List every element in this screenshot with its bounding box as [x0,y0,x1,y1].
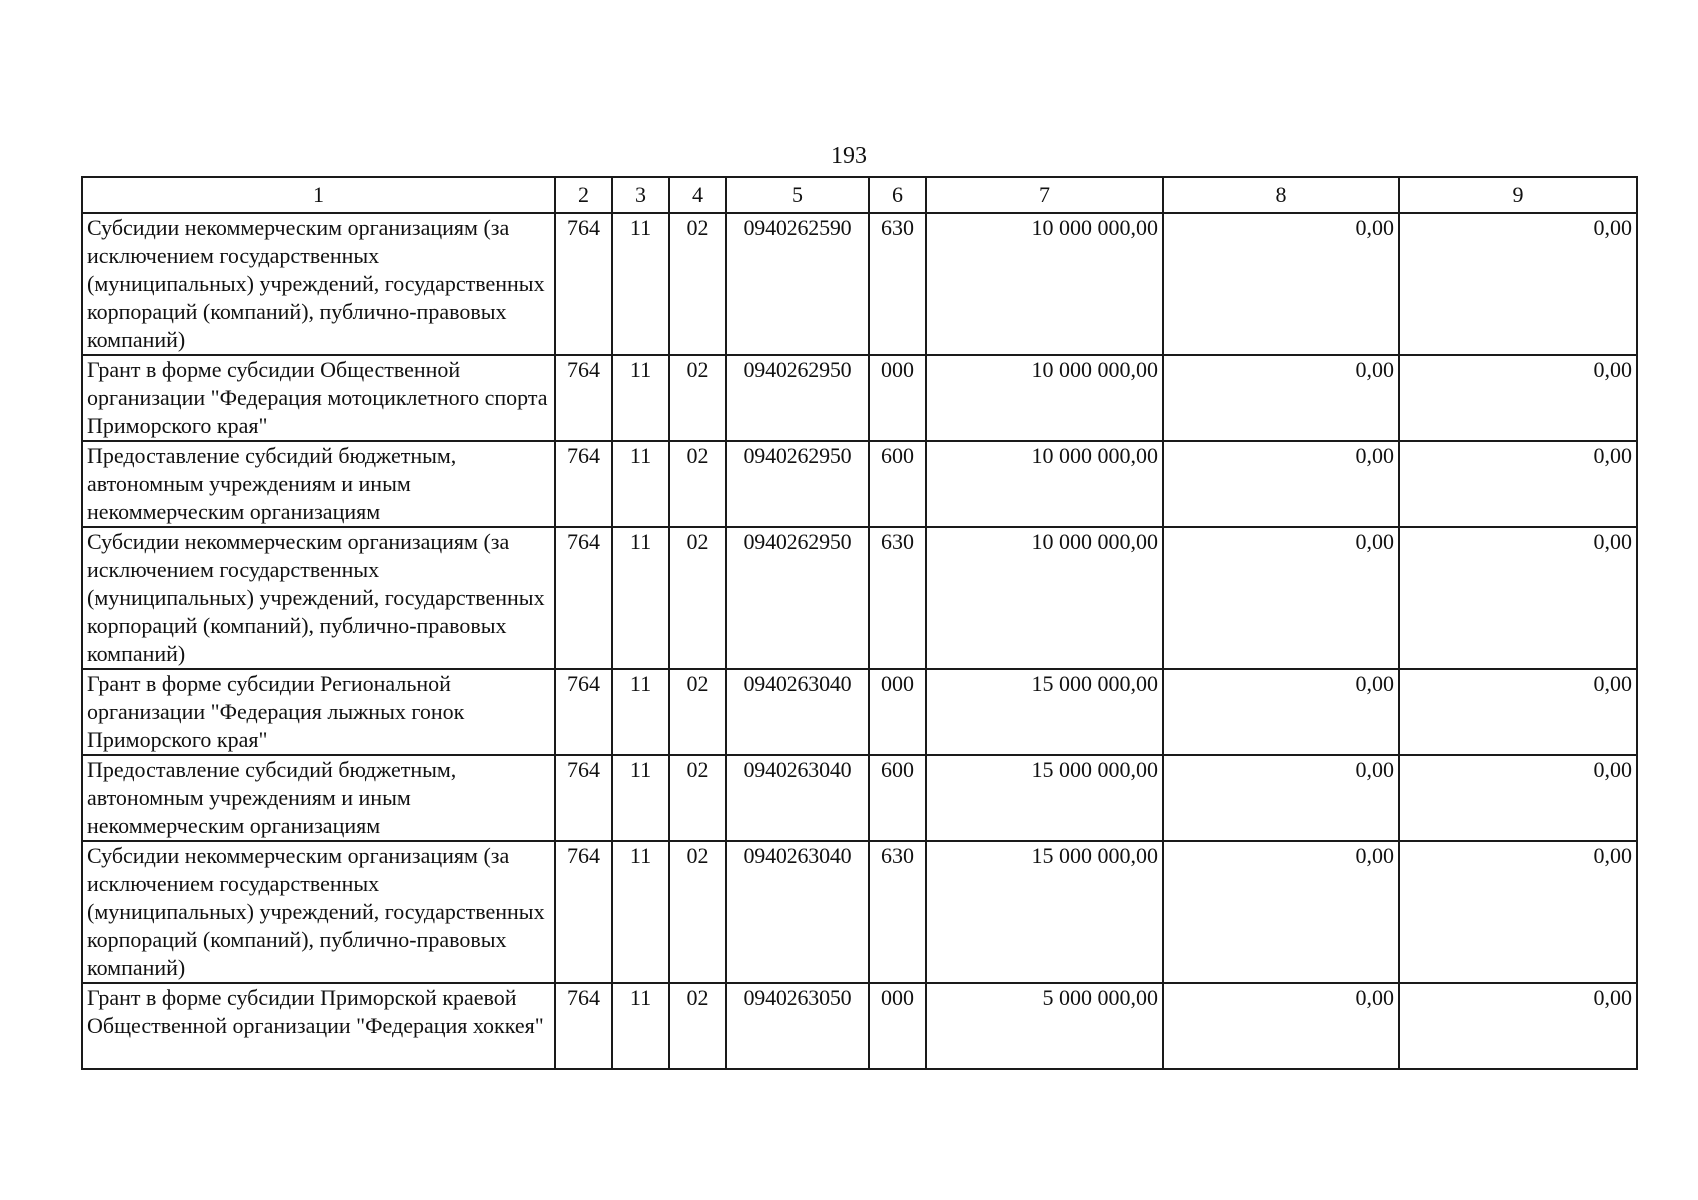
cell-amount-8: 0,00 [1163,983,1399,1069]
cell-code-3: 11 [612,213,669,355]
cell-amount-9: 0,00 [1399,355,1637,441]
cell-amount-7: 5 000 000,00 [926,983,1163,1069]
cell-amount-8: 0,00 [1163,213,1399,355]
column-header: 4 [669,177,726,213]
column-header: 2 [555,177,612,213]
cell-amount-8: 0,00 [1163,355,1399,441]
cell-code-3: 11 [612,755,669,841]
column-header: 3 [612,177,669,213]
cell-code-3: 11 [612,527,669,669]
cell-code-6: 600 [869,755,926,841]
cell-code-5: 0940262950 [726,441,869,527]
row-name: Предоставление субсидий бюджетным, автономным учреждениям и иным некоммерческим организациям [82,441,555,527]
row-name: Субсидии некоммерческим организациям (за исключением государственных (муниципальных) учреждений, государственных корпораций (компаний), публично-правовых компаний) [82,527,555,669]
table-row [82,983,1637,1069]
cell-code-6: 630 [869,841,926,983]
cell-amount-7: 15 000 000,00 [926,669,1163,755]
cell-code-6: 000 [869,669,926,755]
cell-code-6: 000 [869,355,926,441]
page-number: 193 [831,143,867,169]
cell-code-2: 764 [555,983,612,1069]
cell-code-4: 02 [669,213,726,355]
cell-code-5: 0940262590 [726,213,869,355]
cell-code-4: 02 [669,441,726,527]
column-header: 9 [1399,177,1637,213]
cell-amount-9: 0,00 [1399,841,1637,983]
cell-code-6: 630 [869,213,926,355]
table-row [82,669,1637,755]
cell-amount-7: 15 000 000,00 [926,755,1163,841]
cell-amount-9: 0,00 [1399,983,1637,1069]
cell-amount-8: 0,00 [1163,527,1399,669]
cell-code-6: 600 [869,441,926,527]
cell-amount-8: 0,00 [1163,755,1399,841]
cell-code-2: 764 [555,841,612,983]
column-header: 8 [1163,177,1399,213]
column-header: 5 [726,177,869,213]
cell-code-3: 11 [612,841,669,983]
cell-amount-7: 10 000 000,00 [926,213,1163,355]
cell-code-4: 02 [669,669,726,755]
cell-amount-8: 0,00 [1163,841,1399,983]
cell-amount-7: 15 000 000,00 [926,841,1163,983]
cell-amount-9: 0,00 [1399,669,1637,755]
cell-code-2: 764 [555,669,612,755]
cell-code-5: 0940263040 [726,669,869,755]
table-row [82,755,1637,841]
header-row [82,177,1637,213]
row-name: Грант в форме субсидии Приморской краевой Общественной организации "Федерация хоккея" [82,983,555,1069]
table-row [82,355,1637,441]
cell-code-2: 764 [555,755,612,841]
cell-amount-8: 0,00 [1163,441,1399,527]
cell-code-5: 0940263050 [726,983,869,1069]
cell-amount-7: 10 000 000,00 [926,441,1163,527]
table-row [82,213,1637,355]
row-name: Субсидии некоммерческим организациям (за исключением государственных (муниципальных) учреждений, государственных корпораций (компаний), публично-правовых компаний) [82,841,555,983]
cell-code-2: 764 [555,213,612,355]
cell-amount-9: 0,00 [1399,213,1637,355]
cell-amount-7: 10 000 000,00 [926,527,1163,669]
row-name: Субсидии некоммерческим организациям (за исключением государственных (муниципальных) учреждений, государственных корпораций (компаний), публично-правовых компаний) [82,213,555,355]
cell-code-4: 02 [669,355,726,441]
cell-code-3: 11 [612,983,669,1069]
cell-code-2: 764 [555,441,612,527]
column-header: 6 [869,177,926,213]
table-row [82,841,1637,983]
cell-code-2: 764 [555,527,612,669]
cell-code-3: 11 [612,355,669,441]
column-header: 7 [926,177,1163,213]
cell-code-5: 0940262950 [726,527,869,669]
row-name: Грант в форме субсидии Региональной организации "Федерация лыжных гонок Приморского края" [82,669,555,755]
cell-code-2: 764 [555,355,612,441]
budget-table [81,176,1638,1070]
table-row [82,527,1637,669]
row-name: Предоставление субсидий бюджетным, автономным учреждениям и иным некоммерческим организациям [82,755,555,841]
table-row [82,441,1637,527]
cell-code-6: 000 [869,983,926,1069]
cell-code-3: 11 [612,669,669,755]
cell-amount-9: 0,00 [1399,755,1637,841]
cell-code-3: 11 [612,441,669,527]
cell-amount-9: 0,00 [1399,441,1637,527]
cell-amount-8: 0,00 [1163,669,1399,755]
cell-code-4: 02 [669,527,726,669]
cell-amount-9: 0,00 [1399,527,1637,669]
cell-amount-7: 10 000 000,00 [926,355,1163,441]
cell-code-4: 02 [669,841,726,983]
cell-code-5: 0940262950 [726,355,869,441]
cell-code-5: 0940263040 [726,841,869,983]
cell-code-6: 630 [869,527,926,669]
row-name: Грант в форме субсидии Общественной организации "Федерация мотоциклетного спорта Приморского края" [82,355,555,441]
cell-code-5: 0940263040 [726,755,869,841]
cell-code-4: 02 [669,983,726,1069]
column-header: 1 [82,177,555,213]
cell-code-4: 02 [669,755,726,841]
